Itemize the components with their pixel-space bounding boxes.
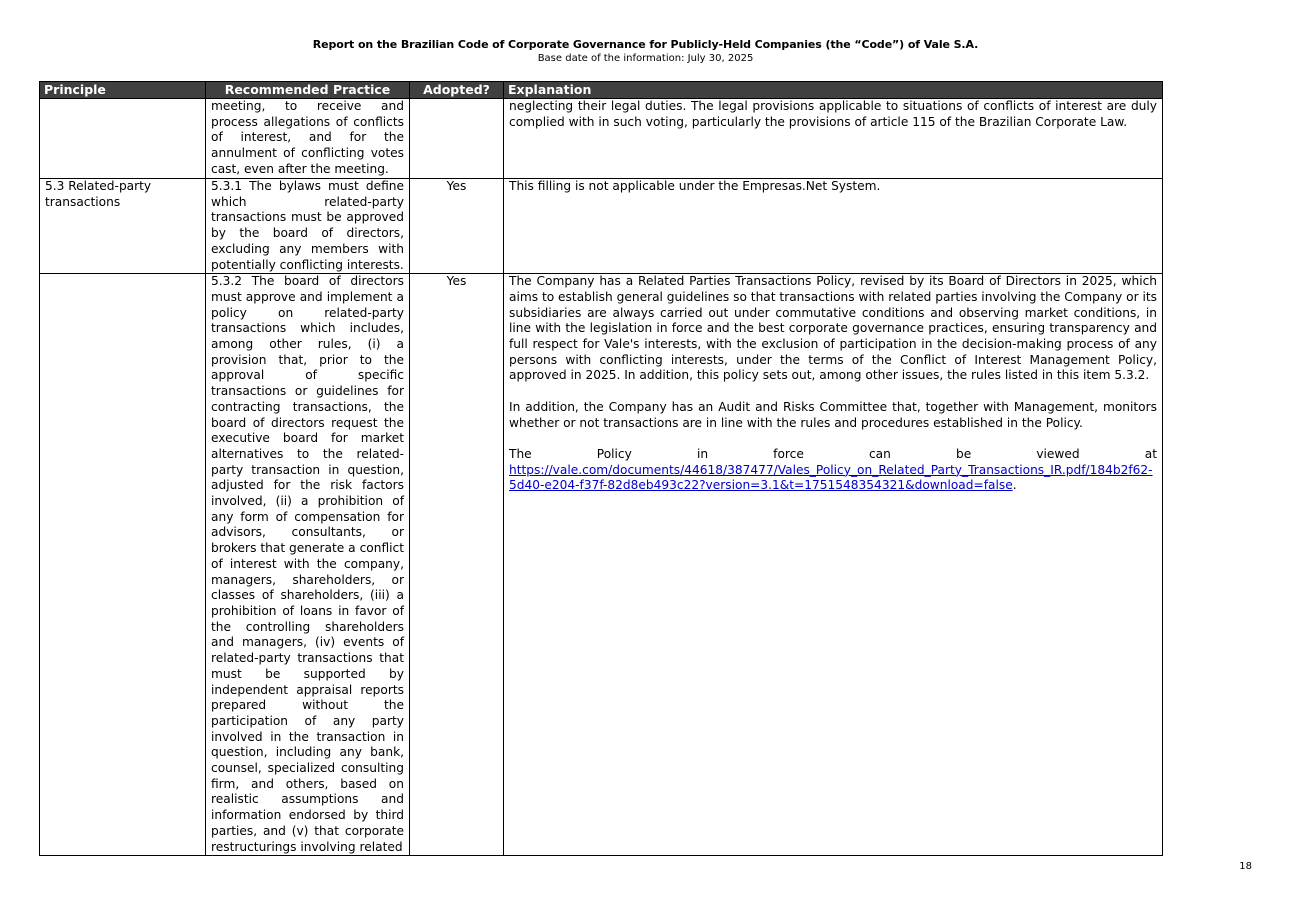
explanation-paragraph: The Company has a Related Parties Transactions Policy, revised by its Board of Directors in 2025, which aims to establish general guidelines so that transactions with related parties involving the Company or its subsidiaries are always carried out under commutative conditions and observing market conditions, in line with the legislation in force and the best corporate governance practices, ensuring transparency and full respect for Vale's interests, with the exclusion of participation in the decision-making process of any persons with conflicting interests, under the terms of the Conflict of Interest Management Policy, approved in 2025. In addition, this policy sets out, among other issues, the rules listed in this item 5.3.2. <box>509 274 1157 383</box>
explanation-cell <box>504 274 1163 856</box>
policy-link[interactable]: https://vale.com/documents/44618/387477/Vales_Policy_on_Related_Party_Transactions_IR.pdf/184b2f62-5d40-e204-f37f-82d8eb493c22?version=3.1&t=1751548354321&download=false <box>509 462 1153 493</box>
column-header-explanation: Explanation <box>504 82 1163 99</box>
column-header-principle: Principle <box>40 82 206 99</box>
explanation-paragraph: In addition, the Company has an Audit and Risks Committee that, together with Management, monitors whether or not transactions are in line with the rules and procedures established in the Policy. <box>509 399 1157 430</box>
principle-cell <box>40 99 206 179</box>
practice-cell: 5.3.1 The bylaws must define which related-party transactions must be approved by the board of directors, excluding any members with potentially conflicting interests. <box>206 179 410 274</box>
practice-cell: 5.3.2 The board of directors must approve and implement a policy on related-party transactions which includes, among other rules, (i) a provision that, prior to the approval of specific transactions or guidelines for contracting transactions, the board of directors request the executive board for market alternatives to the related-party transaction in question, adjusted for the risk factors involved, (ii) a prohibition of any form of compensation for advisors, consultants, or brokers that generate a conflict of interest with the company, managers, shareholders, or classes of shareholders, (iii) a prohibition of loans in favor of the controlling shareholders and managers, (iv) events of related-party transactions that must be supported by independent appraisal reports prepared without the participation of any party involved in the transaction in question, including any bank, counsel, specialized consulting firm, and others, based on realistic assumptions and information endorsed by third parties, and (v) that corporate restructurings involving related <box>206 274 410 856</box>
report-header <box>0 38 1291 64</box>
table-row <box>40 179 1163 274</box>
explanation-cell: neglecting their legal duties. The legal provisions applicable to situations of conflicts of interest are duly complied with in such voting, particularly the provisions of article 115 of the Brazilian Corporate Law. <box>504 99 1163 179</box>
practice-cell: meeting, to receive and process allegations of conflicts of interest, and for the annulment of conflicting votes cast, even after the meeting. <box>206 99 410 179</box>
adopted-cell: Yes <box>410 274 504 856</box>
report-title: Report on the Brazilian Code of Corporate Governance for Publicly-Held Companies (the “Code”) of Vale S.A. <box>312 38 979 51</box>
adopted-cell <box>410 99 504 179</box>
table-row <box>40 274 1163 856</box>
principle-cell: 5.3 Related-party transactions <box>40 179 206 274</box>
principle-cell <box>40 274 206 856</box>
governance-table <box>39 81 1163 856</box>
table-header-row <box>40 82 1163 99</box>
link-trailing-period: . <box>1012 478 1017 493</box>
page-number: 18 <box>1239 861 1252 872</box>
column-header-adopted: Adopted? <box>410 82 504 99</box>
table-row <box>40 99 1163 179</box>
report-base-date: Base date of the information: July 30, 2025 <box>537 53 754 64</box>
column-header-practice: Recommended Practice <box>206 82 410 99</box>
explanation-paragraph: The Policy in force can be viewed at <box>509 446 1157 461</box>
explanation-cell: This filling is not applicable under the Empresas.Net System. <box>504 179 1163 274</box>
adopted-cell: Yes <box>410 179 504 274</box>
